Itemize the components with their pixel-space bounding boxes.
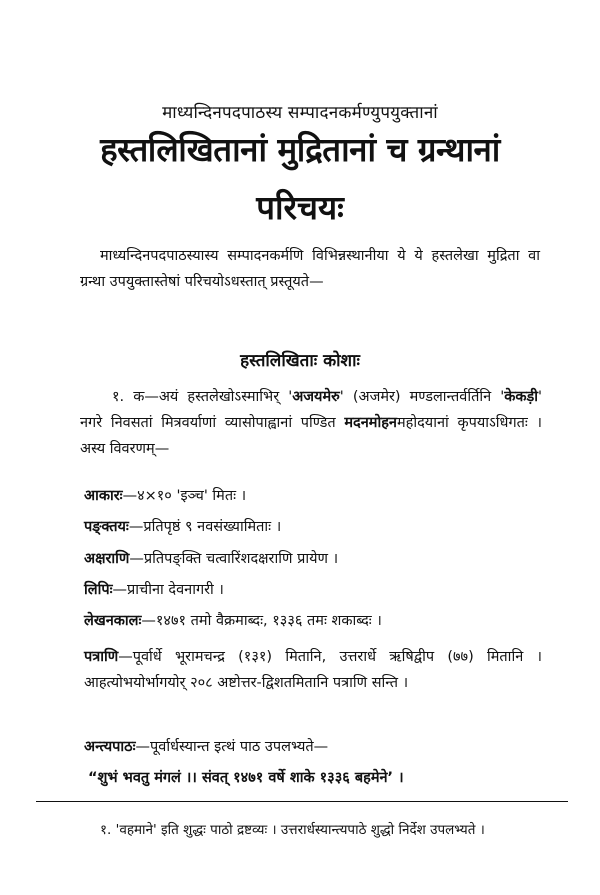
manuscript-entry bbox=[80, 384, 542, 462]
field-label: लेखनकालः bbox=[84, 613, 142, 629]
entry-text-2: ' (अजमेर) मण्डलान्तर्वर्तिनि ' bbox=[339, 389, 505, 405]
field-akara bbox=[84, 483, 544, 509]
field-value: —पूर्वार्धे भूरामचन्द्र (१३१) मितानि, उत्तरार्धे ऋषिद्वीप (७७) मितानि । आहत्योभयोर्भागयोर् २०८ अष्टोत्तर-द्विशतमितानि पत्राणि सन्ति । bbox=[84, 649, 542, 691]
page-title-line2: परिचयः bbox=[256, 188, 344, 227]
entry-text-4: महोदयानां कृपयाऽधिगतः । अस्य विवरणम्— bbox=[80, 415, 542, 457]
supertitle: माध्यन्दिनपदपाठस्य सम्पादनकर्मण्युपयुक्तानां bbox=[162, 103, 438, 123]
colophon-quote: “शुभं भवतु मंगलं ।। संवत् १४७१ वर्षे शाके १३३६ बहमेने’ । bbox=[88, 770, 404, 786]
field-akshara bbox=[84, 546, 544, 572]
section-heading: हस्तलिखिताः कोशाः bbox=[240, 351, 360, 371]
footnote: १. 'वहमाने' इति शुद्धः पाठो द्रष्टव्यः । उत्तरार्धस्यान्त्यपाठे शुद्धो निर्देश उपलभ्यते । bbox=[100, 822, 485, 838]
field-patrani bbox=[84, 644, 542, 696]
field-pankti bbox=[84, 514, 544, 540]
field-label: अन्त्यपाठः bbox=[84, 739, 136, 755]
entry-person: मदनमोहन bbox=[344, 415, 397, 431]
page-title: हस्तलिखितानां मुद्रितानां च ग्रन्थानां bbox=[100, 130, 500, 169]
field-label: आकारः bbox=[84, 488, 123, 504]
field-value: —पूर्वार्धस्यान्त इत्थं पाठ उपलभ्यते— bbox=[135, 739, 329, 755]
field-value: —प्रतिपृष्ठं ९ नवसंख्यामिताः । bbox=[128, 519, 282, 535]
intro-paragraph: माध्यन्दिनपदपाठस्यास्य सम्पादनकर्मणि विभिन्नस्थानीया ये ये हस्तलेखा मुद्रिता वा ग्रन्था उपयुक्तास्तेषां परिचयोऽधस्तात् प्रस्तूयते— bbox=[80, 248, 540, 290]
field-label: पङ्क्तयः bbox=[84, 519, 129, 535]
field-antyapatha bbox=[84, 734, 544, 760]
field-label: लिपिः bbox=[84, 582, 113, 598]
field-value: —प्रतिपङ्क्ति चत्वारिंशदक्षराणि प्रायेण । bbox=[129, 551, 339, 567]
field-value: —प्राचीना देवनागरी । bbox=[112, 582, 224, 598]
entry-place: अजयमेरु bbox=[292, 389, 340, 405]
field-label: अक्षराणि bbox=[84, 551, 130, 567]
entry-town: केकड़ी bbox=[504, 389, 538, 405]
field-label: पत्राणि bbox=[84, 649, 119, 665]
footnote-divider bbox=[36, 801, 568, 802]
field-lekhanakala bbox=[84, 608, 544, 634]
field-lipi bbox=[84, 577, 544, 603]
entry-text-3: ' नगरे निवसतां मित्रवर्याणां व्यासोपाह्वानां पण्डित bbox=[80, 389, 542, 431]
field-value: —१४७१ तमो वैक्रमाब्दः, १३३६ तमः शकाब्दः । bbox=[141, 613, 382, 629]
field-value: —४×१० 'इञ्च' मितः । bbox=[122, 488, 247, 504]
entry-text-1: अयं हस्तलेखोऽस्माभिर् ' bbox=[158, 389, 293, 405]
entry-number: १. क— bbox=[112, 389, 159, 405]
